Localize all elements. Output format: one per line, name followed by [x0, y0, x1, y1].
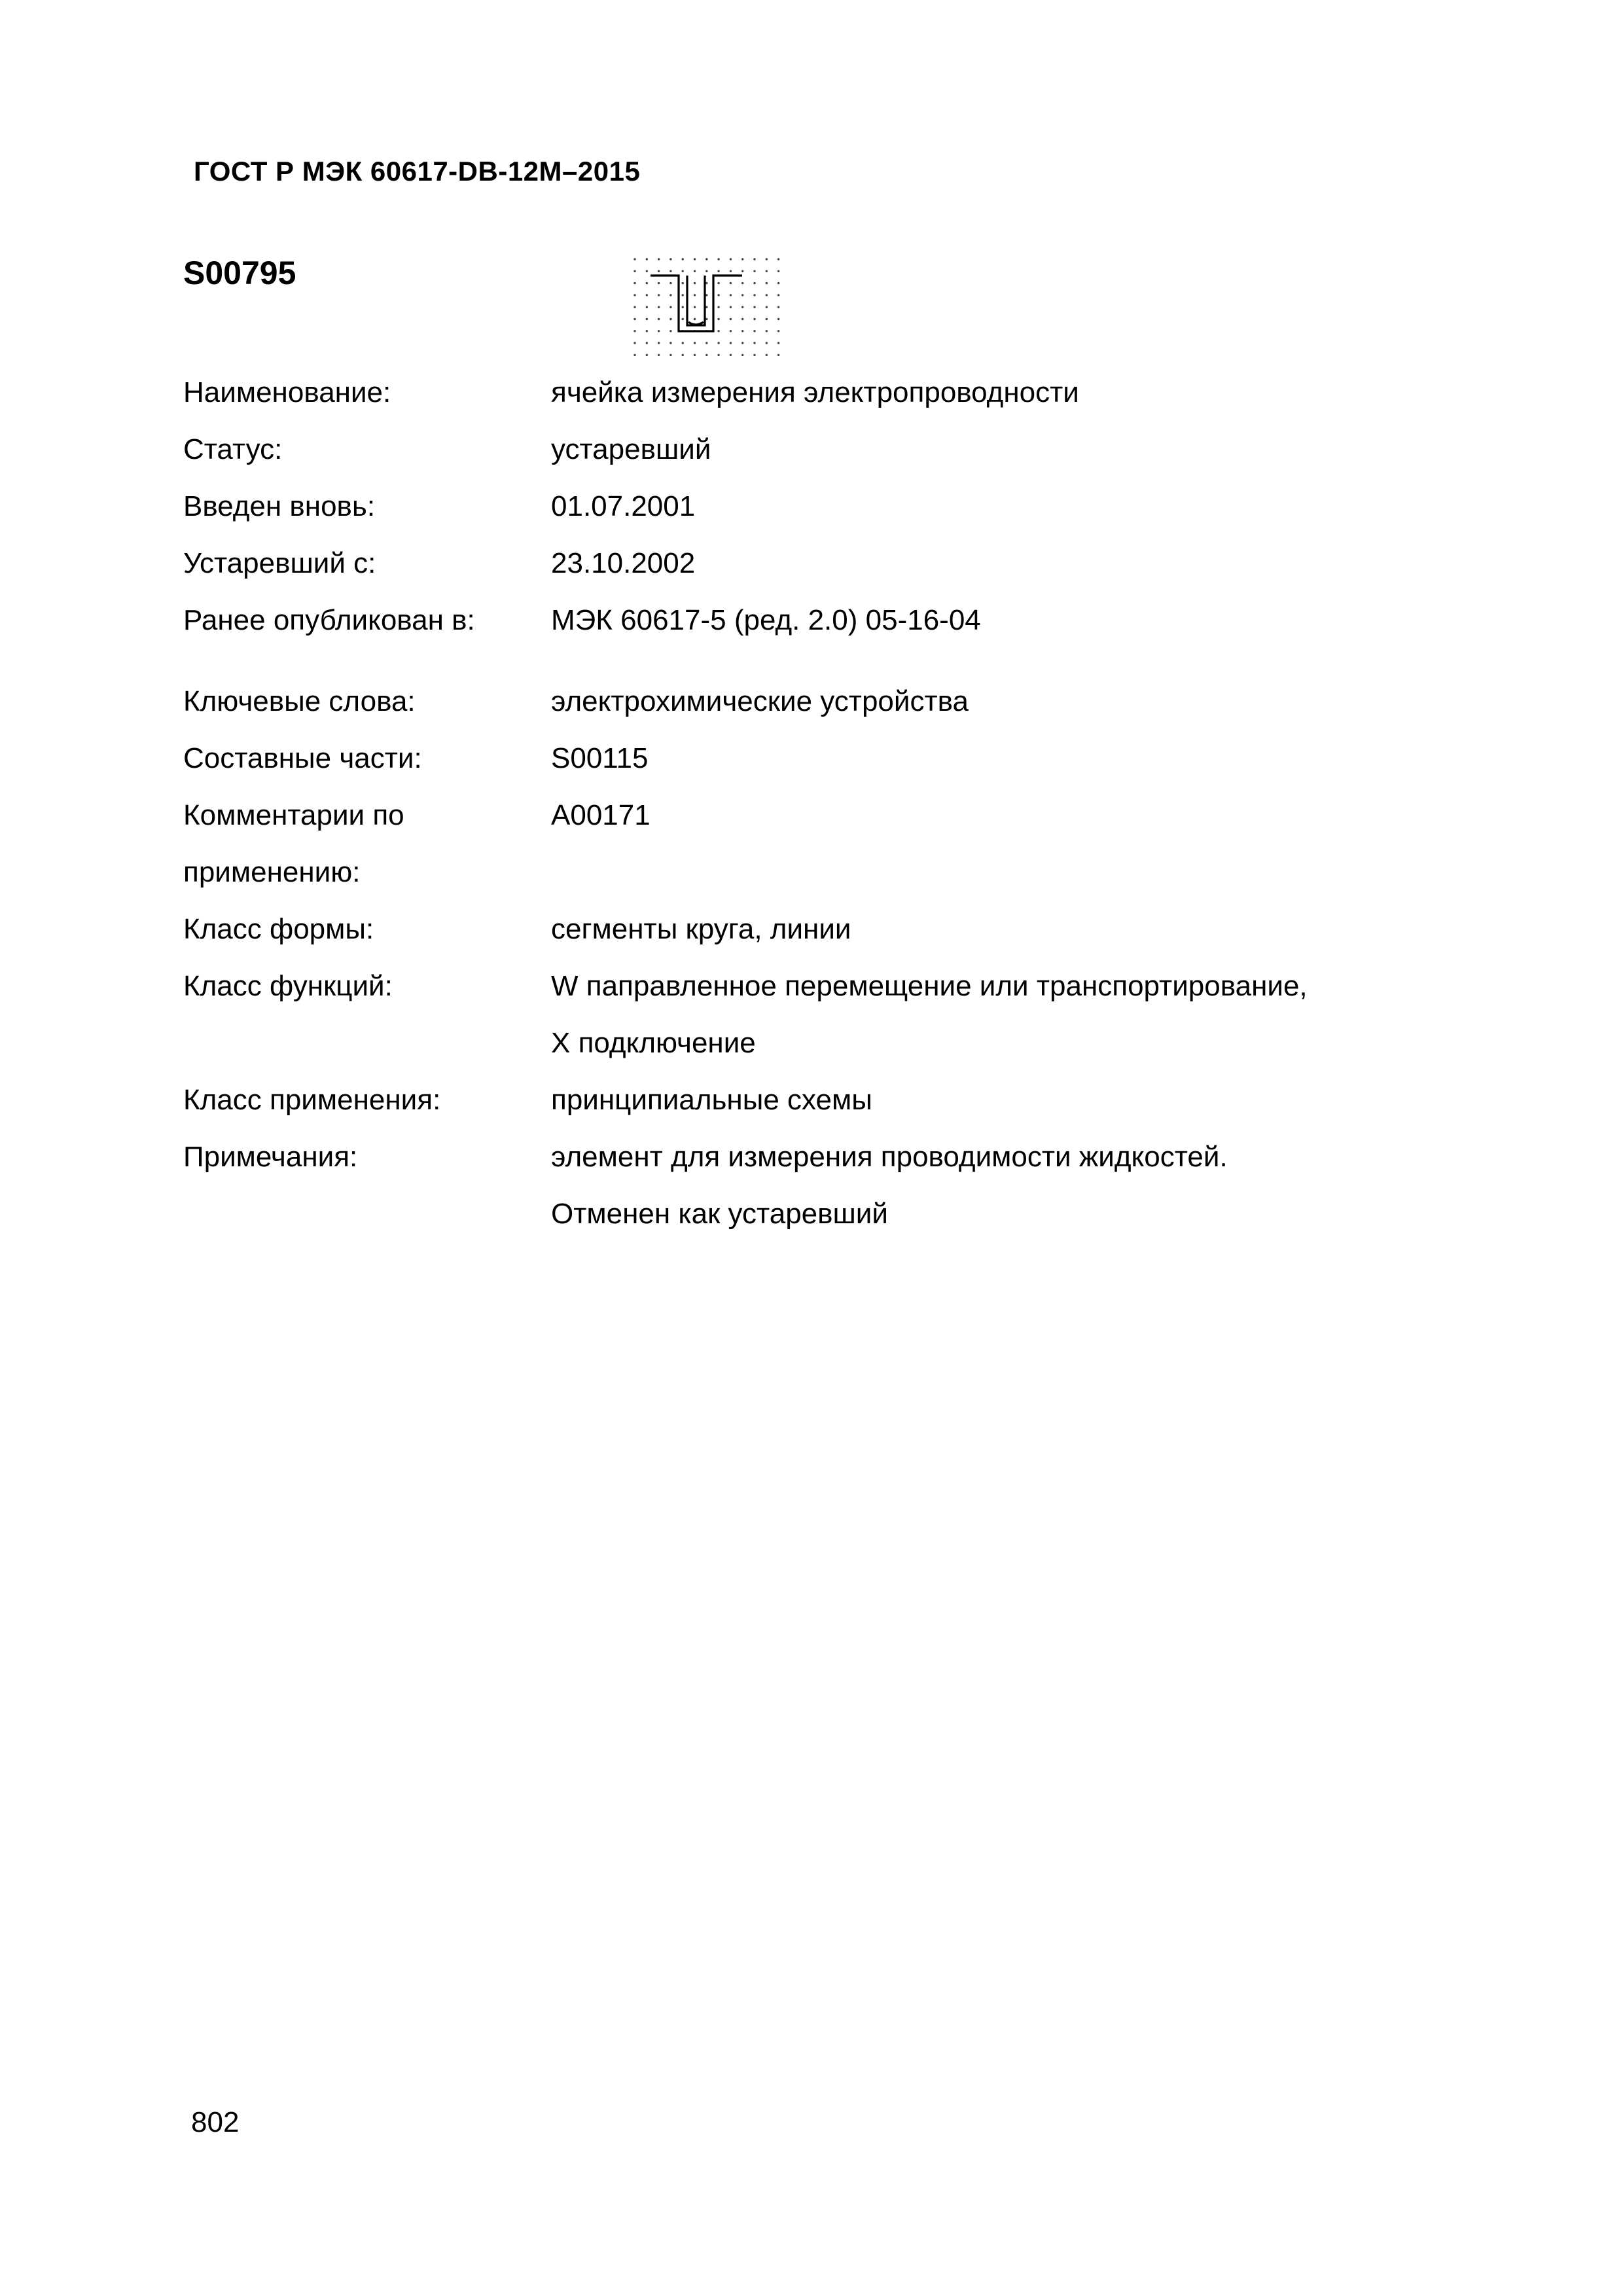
grid-dot — [646, 270, 648, 272]
grid-dot — [753, 354, 755, 356]
grid-dot — [694, 270, 696, 272]
entry-row-components — [183, 730, 1466, 787]
grid-dot — [646, 258, 648, 260]
grid-dot — [658, 282, 660, 284]
grid-dot — [717, 342, 719, 344]
grid-dot — [730, 282, 732, 284]
grid-dot — [717, 318, 719, 320]
grid-dot — [730, 354, 732, 356]
grid-dot — [682, 258, 684, 260]
grid-dot — [658, 258, 660, 260]
grid-dot — [741, 306, 743, 308]
grid-dot — [682, 342, 684, 344]
entry-row-obsolete-since — [183, 535, 1466, 592]
grid-dot — [730, 306, 732, 308]
grid-dot — [658, 294, 660, 296]
entry-row-application-class — [183, 1071, 1466, 1128]
grid-dot — [717, 294, 719, 296]
entry-label: применению: — [183, 856, 361, 888]
grid-dot — [633, 318, 635, 320]
grid-dot — [730, 330, 732, 332]
grid-dot — [730, 258, 732, 260]
grid-dot — [753, 342, 755, 344]
entry-value: элемент для измерения проводимости жидкостей. — [551, 1141, 1228, 1173]
grid-dot — [741, 270, 743, 272]
entry-row-status — [183, 421, 1466, 478]
grid-dot — [753, 282, 755, 284]
grid-dot — [717, 306, 719, 308]
grid-dot — [694, 294, 696, 296]
grid-dot — [766, 258, 768, 260]
grid-dot — [705, 318, 707, 320]
entry-label: Введен вновь: — [183, 490, 376, 522]
grid-dot — [705, 282, 707, 284]
grid-dot — [766, 294, 768, 296]
grid-dot — [646, 294, 648, 296]
grid-dot — [777, 282, 779, 284]
entry-value: Отменен как устаревший — [551, 1198, 888, 1230]
grid-dot — [705, 306, 707, 308]
grid-dot — [646, 306, 648, 308]
grid-dot — [633, 354, 635, 356]
grid-dot — [741, 330, 743, 332]
entry-row-shape-class — [183, 901, 1466, 958]
entry-value: 23.10.2002 — [551, 547, 696, 579]
entry-label — [183, 1014, 551, 1071]
grid-dot — [646, 282, 648, 284]
grid-dot — [658, 330, 660, 332]
entry-label: Класс функций: — [183, 970, 393, 1002]
entry-row-introduced — [183, 478, 1466, 535]
grid-dot — [658, 354, 660, 356]
grid-dot — [777, 306, 779, 308]
grid-dot — [669, 306, 671, 308]
entry-value: принципиальные схемы — [551, 1084, 872, 1116]
grid-dot — [682, 354, 684, 356]
grid-dot — [694, 306, 696, 308]
grid-dot — [753, 306, 755, 308]
grid-dot — [633, 330, 635, 332]
grid-dot — [741, 354, 743, 356]
grid-dot — [633, 282, 635, 284]
grid-dot — [741, 294, 743, 296]
entry-row-application-notes-cont — [183, 844, 1466, 901]
entry-label: Ключевые слова: — [183, 685, 416, 717]
entry-row-name — [183, 364, 1466, 421]
grid-dot — [741, 342, 743, 344]
grid-dot — [658, 270, 660, 272]
page-number: 802 — [191, 2106, 240, 2138]
grid-dot — [633, 306, 635, 308]
entry-value: A00171 — [551, 799, 651, 831]
grid-dot — [717, 282, 719, 284]
grid-dot — [646, 318, 648, 320]
grid-dot — [658, 342, 660, 344]
grid-dot — [669, 258, 671, 260]
grid-dot — [777, 294, 779, 296]
grid-dot — [705, 258, 707, 260]
grid-dot — [646, 330, 648, 332]
grid-dot — [730, 270, 732, 272]
grid-dot — [777, 342, 779, 344]
entry-value: МЭК 60617-5 (ред. 2.0) 05-16-04 — [551, 604, 981, 636]
entry-row-remarks-cont — [183, 1185, 1466, 1242]
grid-dot — [694, 318, 696, 320]
grid-dot — [705, 270, 707, 272]
grid-dot — [633, 258, 635, 260]
grid-dot — [741, 258, 743, 260]
entry-label: Класс применения: — [183, 1084, 441, 1116]
grid-dot — [766, 306, 768, 308]
entry-label — [183, 1185, 551, 1242]
entry-value: W паправленное перемещение или транспортирование, — [551, 970, 1308, 1002]
grid-dot — [753, 330, 755, 332]
entry-label: Составные части: — [183, 742, 422, 774]
grid-dot — [717, 354, 719, 356]
grid-dot — [766, 282, 768, 284]
grid-dot — [766, 354, 768, 356]
symbol-drawing — [651, 276, 742, 331]
entry-label: Наименование: — [183, 376, 391, 408]
grid-dot — [730, 342, 732, 344]
entry-row-previously-published — [183, 592, 1466, 649]
grid-dot — [669, 270, 671, 272]
entry-value: 01.07.2001 — [551, 490, 696, 522]
grid-dot — [658, 306, 660, 308]
grid-dot — [669, 342, 671, 344]
grid-dot — [730, 318, 732, 320]
symbol-dot-grid — [633, 258, 779, 356]
grid-dot — [777, 318, 779, 320]
entry-value: сегменты круга, линии — [551, 913, 851, 945]
grid-dot — [705, 294, 707, 296]
entry-label: Комментарии по — [183, 799, 404, 831]
grid-dot — [669, 354, 671, 356]
grid-dot — [694, 342, 696, 344]
entry-row-keywords — [183, 673, 1466, 730]
grid-dot — [682, 270, 684, 272]
grid-dot — [730, 294, 732, 296]
grid-dot — [777, 330, 779, 332]
grid-dot — [682, 306, 684, 308]
grid-dot — [766, 318, 768, 320]
grid-dot — [777, 270, 779, 272]
grid-dot — [717, 330, 719, 332]
grid-dot — [741, 318, 743, 320]
entry-value: электрохимические устройства — [551, 685, 969, 717]
grid-dot — [753, 318, 755, 320]
grid-dot — [669, 282, 671, 284]
grid-dot — [646, 354, 648, 356]
grid-dot — [705, 354, 707, 356]
entry-label: Устаревший с: — [183, 547, 376, 579]
grid-dot — [741, 282, 743, 284]
grid-dot — [682, 294, 684, 296]
grid-dot — [694, 282, 696, 284]
conductivity-measuring-cell-symbol-icon — [628, 253, 785, 364]
grid-dot — [777, 354, 779, 356]
grid-dot — [717, 270, 719, 272]
document-header: ГОСТ Р МЭК 60617-DB-12M–2015 — [194, 156, 641, 187]
grid-dot — [633, 294, 635, 296]
grid-dot — [717, 258, 719, 260]
symbol-code: S00795 — [183, 255, 296, 291]
entry-row-application-notes — [183, 787, 1466, 844]
grid-dot — [633, 342, 635, 344]
entry-value: устаревший — [551, 433, 711, 465]
entry-value: ячейка измерения электропроводности — [551, 376, 1079, 408]
entry-label: Статус: — [183, 433, 283, 465]
grid-dot — [669, 330, 671, 332]
entry-label: Ранее опубликован в: — [183, 604, 475, 636]
entry-value — [551, 844, 1466, 901]
grid-dot — [766, 330, 768, 332]
entry-label: Класс формы: — [183, 913, 374, 945]
entry-row-remarks — [183, 1128, 1466, 1185]
grid-dot — [766, 270, 768, 272]
entry-row-function-class — [183, 958, 1466, 1014]
grid-dot — [646, 342, 648, 344]
grid-dot — [694, 258, 696, 260]
grid-dot — [753, 294, 755, 296]
grid-dot — [766, 342, 768, 344]
entry-value: S00115 — [551, 742, 649, 774]
grid-dot — [753, 270, 755, 272]
grid-dot — [658, 318, 660, 320]
grid-dot — [682, 318, 684, 320]
grid-dot — [705, 342, 707, 344]
grid-dot — [669, 294, 671, 296]
grid-dot — [633, 270, 635, 272]
grid-dot — [777, 258, 779, 260]
grid-dot — [682, 282, 684, 284]
symbol-attributes — [183, 364, 1466, 1242]
entry-row-function-class-cont — [183, 1014, 1466, 1071]
grid-dot — [753, 258, 755, 260]
grid-dot — [669, 318, 671, 320]
entry-label: Примечания: — [183, 1141, 358, 1173]
entry-value: X подключение — [551, 1027, 756, 1059]
grid-dot — [694, 354, 696, 356]
